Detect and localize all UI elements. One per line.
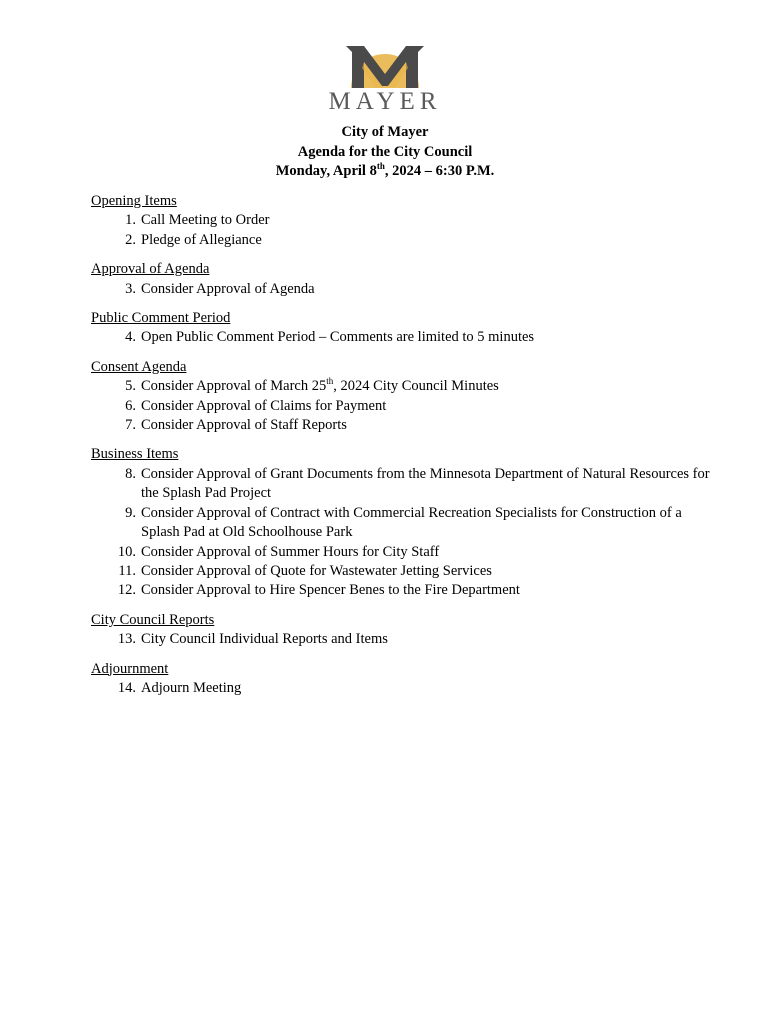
section-title: City Council Reports (91, 611, 215, 628)
mayer-m-emblem-icon (318, 44, 452, 94)
list-item: 3. Consider Approval of Agenda (125, 280, 315, 297)
list-item: 11. Consider Approval of Quote for Wastewater Jetting Services (118, 562, 492, 579)
list-item: 10. Consider Approval of Summer Hours for City Staff (117, 543, 440, 560)
logo-wordmark: MAYER (328, 88, 442, 115)
meeting-date: Monday, April 8th, 2024 – 6:30 P.M. (275, 161, 495, 179)
list-item: 12. Consider Approval to Hire Spencer Benes to the Fire Department (117, 582, 520, 599)
section-approval-of-agenda (91, 260, 711, 299)
list-item: 7. Consider Approval of Staff Reports (125, 417, 347, 434)
list-item: 1. Call Meeting to Order (125, 212, 270, 229)
city-name: City of Mayer (341, 124, 429, 140)
section-opening-items (91, 192, 711, 250)
list-item: 6. Consider Approval of Claims for Payment (125, 397, 387, 414)
agenda-body (91, 192, 711, 708)
section-title: Consent Agenda (91, 358, 187, 375)
list-item: 2. Pledge of Allegiance (125, 231, 262, 248)
section-title: Opening Items (91, 193, 177, 209)
list-item: 13. City Council Individual Reports and Items (117, 631, 388, 648)
section-title: Public Comment Period (91, 310, 231, 327)
list-item: 9. Consider Approval of Contract with Commercial Recreation Specialists for Construction of a Splash Pad at Old Schoolhouse Park (125, 504, 682, 541)
list-item: 5. Consider Approval of March 25th, 2024 City Council Minutes (125, 376, 499, 395)
section-adjournment (91, 660, 711, 699)
list-item: 14. Adjourn Meeting (117, 679, 242, 696)
city-logo (318, 44, 452, 120)
agenda-header (0, 123, 770, 182)
list-item: 4. Open Public Comment Period – Comments are limited to 5 minutes (125, 329, 535, 346)
agenda-title: Agenda for the City Council (297, 143, 473, 160)
list-item: 8. Consider Approval of Grant Documents from the Minnesota Department of Natural Resources for the Splash Pad Project (125, 465, 710, 502)
section-title: Approval of Agenda (91, 261, 210, 278)
section-city-council-reports (91, 611, 711, 650)
section-public-comment (91, 309, 711, 348)
section-title: Adjournment (91, 660, 169, 677)
section-business-items (91, 445, 711, 600)
section-consent-agenda (91, 358, 711, 436)
section-title: Business Items (91, 446, 179, 463)
